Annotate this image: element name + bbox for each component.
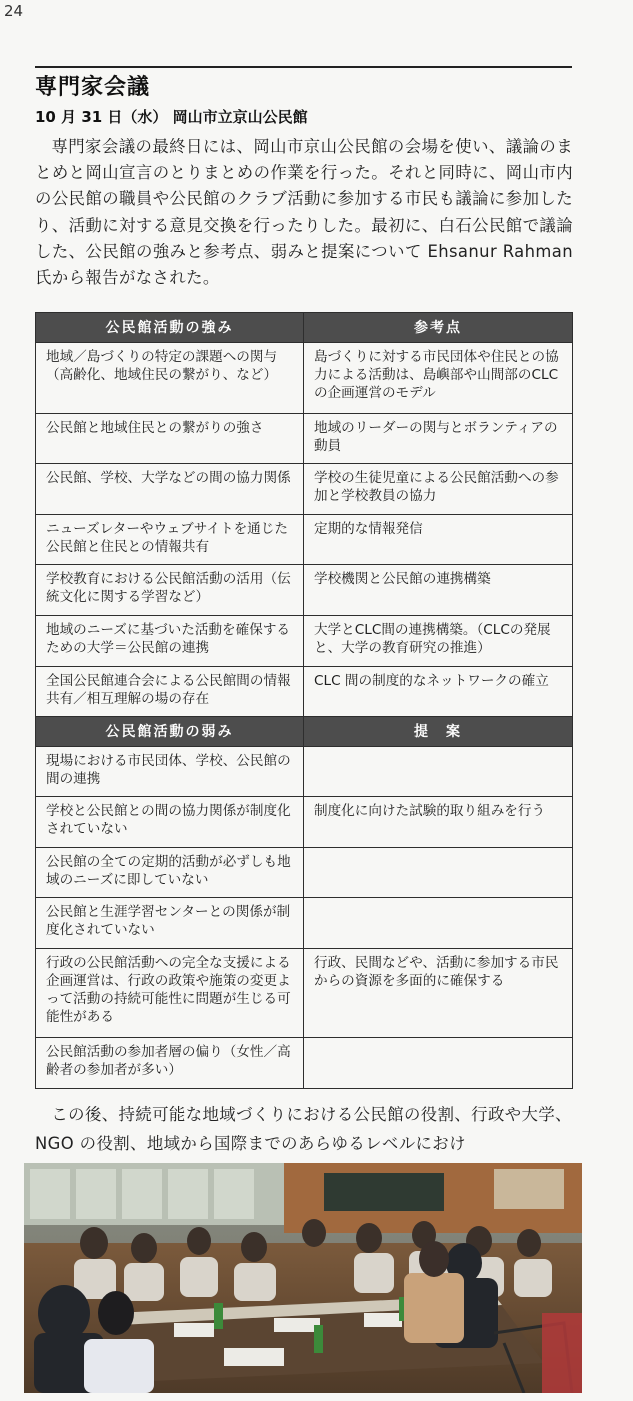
reference-cell: 定期的な情報発信: [304, 515, 573, 565]
weaknesses-header: 公民館活動の弱み: [36, 717, 304, 747]
strength-cell: 地域のニーズに基づいた活動を確保するための大学＝公民館の連携: [36, 616, 304, 667]
weakness-cell: 公民館の全ての定期的活動が必ずしも地域のニーズに即していない: [36, 848, 304, 898]
table-row: [36, 747, 573, 797]
proposal-cell: [304, 848, 573, 898]
proposal-cell: [304, 898, 573, 949]
section-title: 専門家会議: [35, 75, 151, 100]
proposal-cell: [304, 747, 573, 797]
reference-cell: 学校の生徒児童による公民館活動への参加と学校教員の協力: [304, 464, 573, 515]
strength-cell: 公民館、学校、大学などの間の協力関係: [36, 464, 304, 515]
table-row: [36, 848, 573, 898]
table-row: [36, 898, 573, 949]
strength-cell: ニューズレターやウェブサイトを通じた公民館と住民との情報共有: [36, 515, 304, 565]
reference-cell: 学校機関と公民館の連携構築: [304, 565, 573, 616]
meeting-photo-illustration: [24, 1163, 582, 1393]
table-row: [36, 515, 573, 565]
reference-cell: CLC 間の制度的なネットワークの確立: [304, 667, 573, 717]
weakness-cell: 学校と公民館との間の協力関係が制度化されていない: [36, 797, 304, 848]
strengths-header: 公民館活動の強み: [36, 313, 304, 343]
page-number: 24: [4, 2, 24, 20]
table-row: [36, 565, 573, 616]
table-row: [36, 464, 573, 515]
meeting-room-photo: [24, 1163, 582, 1393]
proposal-cell: 行政、民間などや、活動に参加する市民からの資源を多面的に確保する: [304, 949, 573, 1038]
proposals-header: 提 案: [304, 717, 573, 747]
weakness-cell: 現場における市民団体、学校、公民館の間の連携: [36, 747, 304, 797]
strengths-weaknesses-table: [35, 312, 573, 1089]
reference-cell: 大学とCLC間の連携構築。（CLCの発展と、大学の教育研究の推進）: [304, 616, 573, 667]
table-row: [36, 667, 573, 717]
weakness-cell: 公民館活動の参加者層の偏り（女性／高齢者の参加者が多い）: [36, 1038, 304, 1089]
table-row: [36, 1038, 573, 1089]
table-row: [36, 949, 573, 1038]
heading-rule: [35, 66, 572, 68]
strength-cell: 地域／島づくりの特定の課題への関与（高齢化、地域住民の繋がり、など）: [36, 343, 304, 414]
closing-paragraph: この後、持続可能な地域づくりにおける公民館の役割、行政や大学、NGO の役割、地域から国際までのあらゆるレベルにおけ: [35, 1105, 572, 1153]
proposal-cell: [304, 1038, 573, 1089]
strength-cell: 学校教育における公民館活動の活用（伝統文化に関する学習など）: [36, 565, 304, 616]
weakness-cell: 行政の公民館活動への完全な支援による企画運営は、行政の政策や施策の変更よって活動の持続可能性に問題が生じる可能性がある: [36, 949, 304, 1038]
table-row: [36, 414, 573, 464]
intro-paragraph: 専門家会議の最終日には、岡山市京山公民館の会場を使い、議論のまとめと岡山宣言のとりまとめの作業を行った。それと同時に、岡山市内の公民館の職員や公民館のクラブ活動に参加する市民も議論に参加したり、活動に対する意見交換を行ったりした。最初に、白石公民館で議論した、公民館の強みと参考点、弱みと提案について Ehsanur Rahman 氏から報告がなされた。: [35, 137, 573, 288]
reference-header: 参考点: [304, 313, 573, 343]
reference-cell: 地域のリーダーの関与とボランティアの動員: [304, 414, 573, 464]
table-row: [36, 343, 573, 414]
table-row: [36, 797, 573, 848]
strength-cell: 全国公民館連合会による公民館間の情報共有／相互理解の場の存在: [36, 667, 304, 717]
proposal-cell: 制度化に向けた試験的取り組みを行う: [304, 797, 573, 848]
weakness-cell: 公民館と生涯学習センターとの関係が制度化されていない: [36, 898, 304, 949]
table-row: [36, 616, 573, 667]
reference-cell: 島づくりに対する市民団体や住民との協力による活動は、島嶼部や山間部のCLCの企画運営のモデル: [304, 343, 573, 414]
strength-cell: 公民館と地域住民との繋がりの強さ: [36, 414, 304, 464]
date-and-place: 10 月 31 日（水） 岡山市立京山公民館: [35, 108, 308, 126]
